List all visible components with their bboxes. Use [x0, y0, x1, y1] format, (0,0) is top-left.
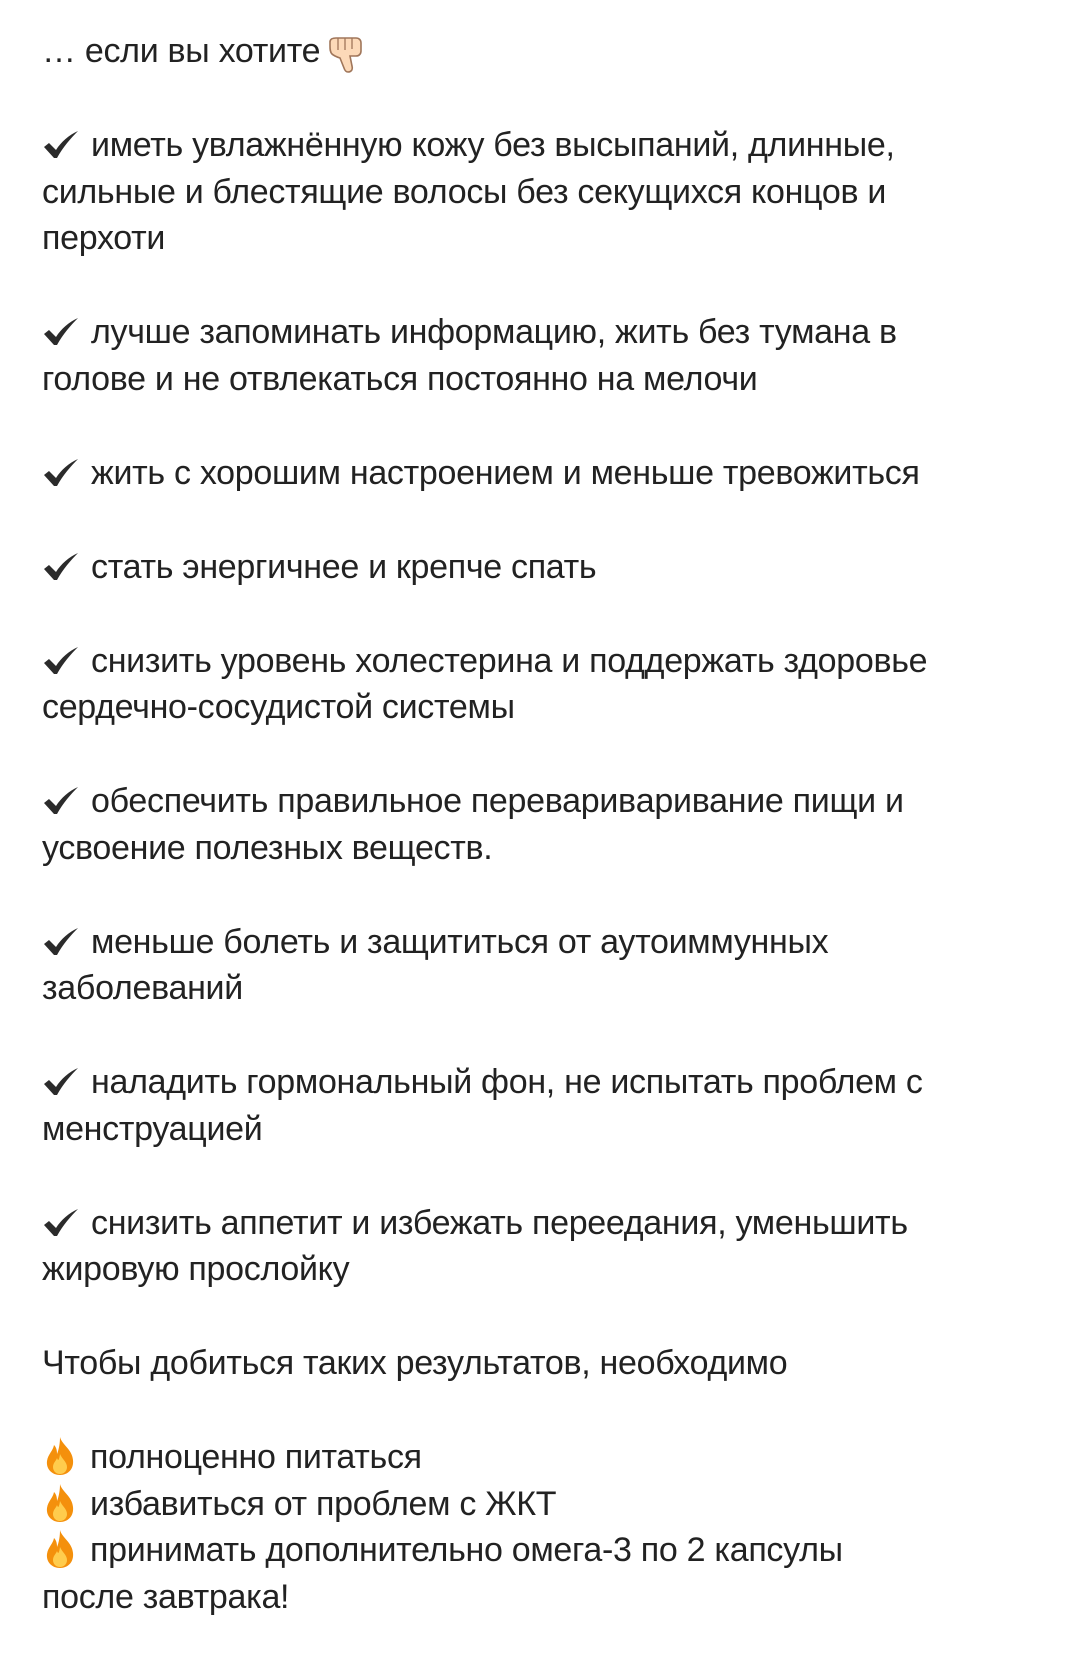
intro-text: … если вы хотите — [42, 32, 321, 70]
benefit-text: иметь увлажнённую кожу без высыпаний, длинные, — [91, 126, 895, 164]
benefit-text: голове и не отвлекаться постоянно на мелочи — [42, 359, 758, 398]
action-item — [42, 1527, 1042, 1620]
benefit-text: стать энергичнее и крепче спать — [91, 547, 597, 586]
benefit-text: усвоение полезных веществ. — [42, 828, 493, 867]
benefit-text: наладить гормональный фон, не испытать проблем с — [91, 1063, 923, 1101]
benefit-item — [42, 544, 1042, 591]
benefit-item — [42, 638, 1042, 731]
benefit-text: снизить аппетит и избежать переедания, уменьшить — [91, 1203, 908, 1242]
action-text: принимать дополнительно омега-3 по 2 капсулы — [90, 1531, 843, 1569]
heavy-check-mark-icon — [42, 646, 80, 676]
backhand-index-pointing-down-icon — [326, 36, 366, 74]
fire-icon — [42, 1436, 78, 1476]
heavy-check-mark-icon — [42, 317, 80, 347]
heavy-check-mark-icon — [42, 927, 80, 957]
benefit-text: сильные и блестящие волосы без секущихся концов и — [42, 172, 887, 211]
heavy-check-mark-icon — [42, 552, 80, 582]
action-text: после завтрака! — [42, 1577, 290, 1616]
benefit-item — [42, 450, 1042, 497]
benefit-text: обеспечить правильное переваривaривание пищи и — [91, 782, 904, 820]
heavy-check-mark-icon — [42, 1067, 80, 1097]
benefit-text: снизить уровень холестерина и поддержать здоровье — [91, 641, 928, 680]
action-text: избавиться от проблем с ЖКТ — [90, 1484, 557, 1523]
benefit-item — [42, 1059, 1042, 1152]
benefit-item — [42, 919, 1042, 1012]
benefit-item — [42, 122, 1042, 262]
benefit-text: лучше запоминать информацию, жить без тумана в — [91, 313, 897, 351]
fire-icon — [42, 1483, 78, 1523]
intro-line — [42, 28, 1042, 75]
heavy-check-mark-icon — [42, 458, 80, 488]
action-item — [42, 1434, 1042, 1481]
benefit-item — [42, 309, 1042, 402]
benefit-text: сердечно-сосудистой системы — [42, 688, 515, 726]
benefit-text: жить с хорошим настроением и меньше тревожиться — [91, 453, 920, 492]
benefit-item — [42, 778, 1042, 871]
benefit-text: заболеваний — [42, 969, 243, 1007]
benefit-text: меньше болеть и защититься от аутоиммунных — [91, 922, 829, 961]
fire-icon — [42, 1529, 78, 1569]
benefit-text: менструацией — [42, 1109, 263, 1148]
benefit-item — [42, 1200, 1042, 1293]
benefit-text: перхоти — [42, 219, 166, 257]
action-text: полноценно питаться — [90, 1438, 422, 1476]
benefit-text: жировую прослойку — [42, 1250, 350, 1288]
heavy-check-mark-icon — [42, 1208, 80, 1238]
heavy-check-mark-icon — [42, 130, 80, 160]
conclusion-text: Чтобы добиться таких результатов, необходимо — [42, 1344, 788, 1382]
heavy-check-mark-icon — [42, 786, 80, 816]
post-text — [42, 28, 1042, 1620]
action-item — [42, 1481, 1042, 1528]
